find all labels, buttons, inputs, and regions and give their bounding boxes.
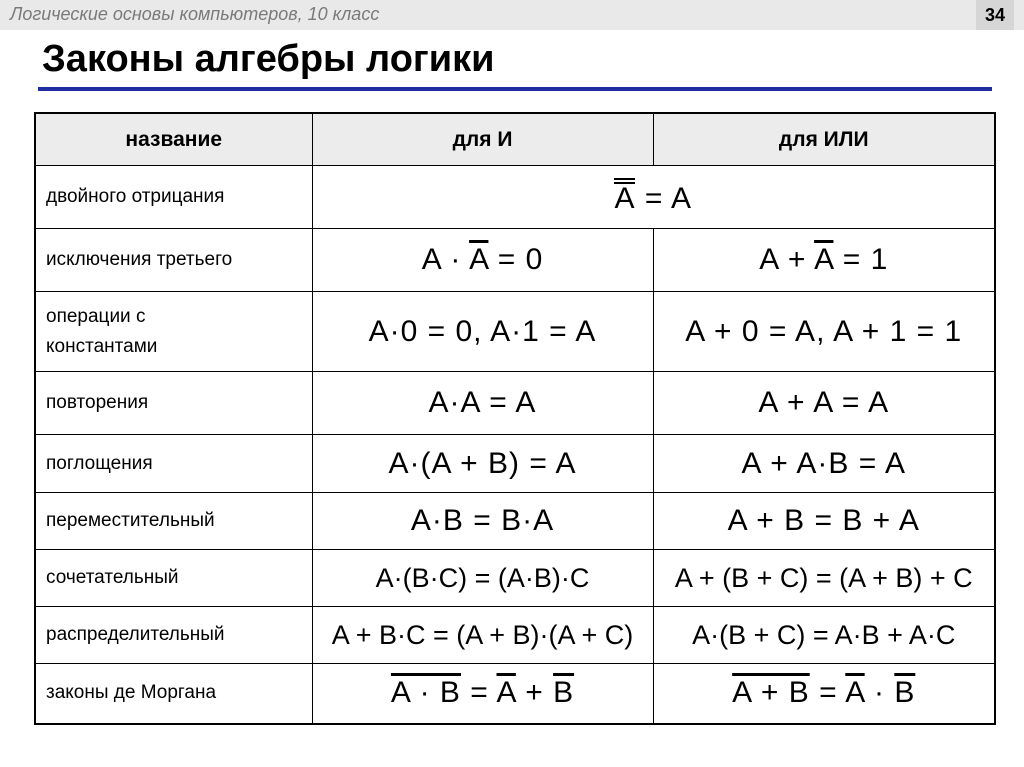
law-name: двойного отрицания	[35, 166, 312, 229]
law-name: повторения	[35, 372, 312, 435]
table-row	[35, 166, 995, 229]
formula-or: A·(B + C) = A·B + A·C	[653, 607, 995, 664]
header-bar	[0, 0, 1024, 30]
table-row	[35, 372, 995, 435]
table-row	[35, 607, 995, 664]
law-name: сочетательный	[35, 550, 312, 607]
formula-and: A·(B·C) = (A·B)·C	[312, 550, 653, 607]
column-header-and: для И	[312, 113, 653, 166]
formula-or: A + B = B + A	[653, 493, 995, 550]
course-label: Логические основы компьютеров, 10 класс	[10, 4, 380, 24]
table-row	[35, 664, 995, 724]
table-row	[35, 493, 995, 550]
formula-or: $A + B = \overline{A} \cdot \overline{B}$	[653, 664, 995, 724]
title-underline	[38, 87, 992, 91]
law-name: операции с константами	[35, 292, 312, 372]
formula-or: A + A = A	[653, 372, 995, 435]
formula-and: A·0 = 0, A·1 = A	[312, 292, 653, 372]
law-name: переместительный	[35, 493, 312, 550]
formula-or: A + 0 = A, A + 1 = 1	[653, 292, 995, 372]
table-row	[35, 550, 995, 607]
formula-and: A + B·C = (A + B)·(A + C)	[312, 607, 653, 664]
law-name: исключения третьего	[35, 229, 312, 292]
page-number: 34	[976, 0, 1014, 30]
column-header-or: для ИЛИ	[653, 113, 995, 166]
formula-or: A + A·B = A	[653, 435, 995, 493]
formula-and: $A \cdot \overline{A} = 0$	[312, 229, 653, 292]
law-name: распределительный	[35, 607, 312, 664]
formula-and: A·A = A	[312, 372, 653, 435]
formula-or: A + (B + C) = (A + B) + C	[653, 550, 995, 607]
law-name: поглощения	[35, 435, 312, 493]
column-header-name: название	[35, 113, 312, 166]
table-row	[35, 435, 995, 493]
table-header-row	[35, 113, 995, 166]
page-title: Законы алгебры логики	[42, 38, 495, 80]
table-row	[35, 292, 995, 372]
formula-and: $A \cdot B = \overline{A} + \overline{B}$	[312, 664, 653, 724]
formula-double-negation: A = A	[312, 166, 995, 229]
laws-table	[34, 112, 996, 725]
formula-and: A·(A + B) = A	[312, 435, 653, 493]
law-name: законы де Моргана	[35, 664, 312, 724]
formula-and: A·B = B·A	[312, 493, 653, 550]
table-row	[35, 229, 995, 292]
formula-or: $A + \overline{A} = 1$	[653, 229, 995, 292]
